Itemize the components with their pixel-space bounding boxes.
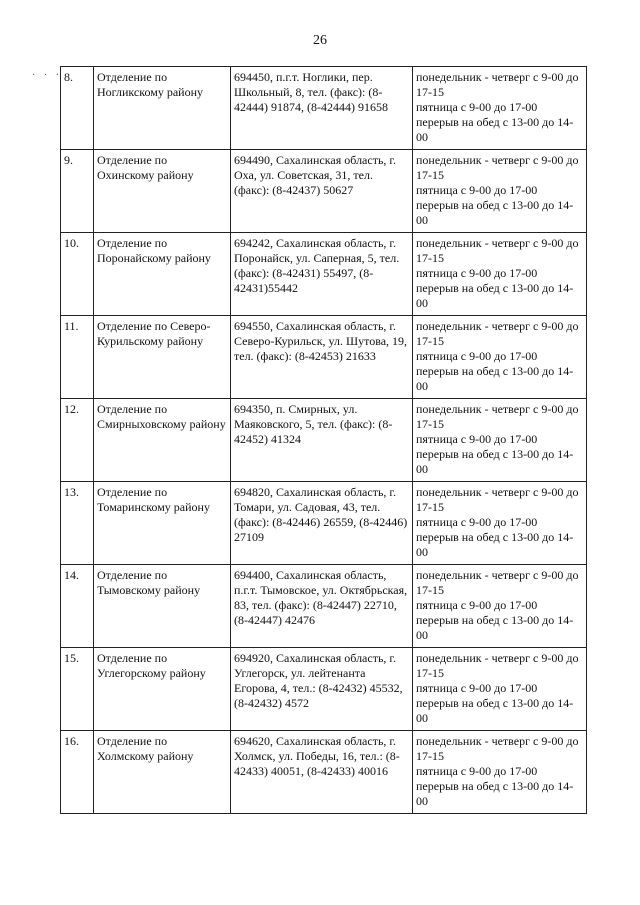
- offices-table-body: [61, 67, 587, 814]
- office-address: 694550, Сахалинская область, г. Северо-Курильск, ул. Шутова, 19, тел. (факс): (8-42453) 21633: [231, 316, 413, 399]
- hours-line: пятница с 9-00 до 17-00: [416, 764, 538, 778]
- hours-line: понедельник - четверг с 9-00 до 17-15: [416, 651, 579, 680]
- row-number: 15.: [61, 648, 94, 731]
- office-hours: [413, 565, 587, 648]
- row-number: 9.: [61, 150, 94, 233]
- office-address: 694400, Сахалинская область, п.г.т. Тымовское, ул. Октябрьская, 83, тел. (факс): (8-42447) 22710, (8-42447) 42476: [231, 565, 413, 648]
- office-name: Отделение по Томаринскому району: [94, 482, 231, 565]
- office-address: 694242, Сахалинская область, г. Поронайск, ул. Саперная, 5, тел. (факс): (8-42431) 55497, (8-42431)55442: [231, 233, 413, 316]
- row-number: 16.: [61, 731, 94, 814]
- table-row: [61, 233, 587, 316]
- hours-line: перерыв на обед с 13-00 до 14-00: [416, 447, 574, 476]
- office-hours: [413, 67, 587, 150]
- office-name: Отделение по Смирныховскому району: [94, 399, 231, 482]
- hours-line: пятница с 9-00 до 17-00: [416, 100, 538, 114]
- row-number: 8.: [61, 67, 94, 150]
- hours-line: понедельник - четверг с 9-00 до 17-15: [416, 153, 579, 182]
- office-address: 694450, п.г.т. Ноглики, пер. Школьный, 8, тел. (факс): (8-42444) 91874, (8-42444) 91658: [231, 67, 413, 150]
- office-name: Отделение по Поронайскому району: [94, 233, 231, 316]
- row-number: 14.: [61, 565, 94, 648]
- hours-line: пятница с 9-00 до 17-00: [416, 515, 538, 529]
- hours-line: понедельник - четверг с 9-00 до 17-15: [416, 568, 579, 597]
- office-name: Отделение по Охинскому району: [94, 150, 231, 233]
- hours-line: пятница с 9-00 до 17-00: [416, 681, 538, 695]
- office-hours: [413, 731, 587, 814]
- office-address: 694920, Сахалинская область, г. Углегорск, ул. лейтенанта Егорова, 4, тел.: (8-42432) 45532, (8-42432) 4572: [231, 648, 413, 731]
- hours-line: перерыв на обед с 13-00 до 14-00: [416, 696, 574, 725]
- office-hours: [413, 648, 587, 731]
- table-row: [61, 150, 587, 233]
- table-row: [61, 316, 587, 399]
- hours-line: перерыв на обед с 13-00 до 14-00: [416, 530, 574, 559]
- hours-line: понедельник - четверг с 9-00 до 17-15: [416, 734, 579, 763]
- hours-line: перерыв на обед с 13-00 до 14-00: [416, 364, 574, 393]
- row-number: 13.: [61, 482, 94, 565]
- table-row: [61, 731, 587, 814]
- hours-line: понедельник - четверг с 9-00 до 17-15: [416, 485, 579, 514]
- hours-line: понедельник - четверг с 9-00 до 17-15: [416, 319, 579, 348]
- office-name: Отделение по Ногликскому району: [94, 67, 231, 150]
- office-address: 694490, Сахалинская область, г. Оха, ул. Советская, 31, тел. (факс): (8-42437) 50627: [231, 150, 413, 233]
- row-number: 12.: [61, 399, 94, 482]
- office-hours: [413, 233, 587, 316]
- table-row: [61, 482, 587, 565]
- table-row: [61, 648, 587, 731]
- scan-margin-marks: · · ·: [32, 70, 62, 81]
- table-row: [61, 67, 587, 150]
- table-row: [61, 565, 587, 648]
- office-address: 694820, Сахалинская область, г. Томари, ул. Садовая, 43, тел. (факс): (8-42446) 26559, (8-42446) 27109: [231, 482, 413, 565]
- office-hours: [413, 150, 587, 233]
- hours-line: понедельник - четверг с 9-00 до 17-15: [416, 70, 579, 99]
- hours-line: перерыв на обед с 13-00 до 14-00: [416, 613, 574, 642]
- office-name: Отделение по Углегорскому району: [94, 648, 231, 731]
- hours-line: пятница с 9-00 до 17-00: [416, 598, 538, 612]
- hours-line: пятница с 9-00 до 17-00: [416, 183, 538, 197]
- row-number: 11.: [61, 316, 94, 399]
- hours-line: перерыв на обед с 13-00 до 14-00: [416, 779, 574, 808]
- hours-line: понедельник - четверг с 9-00 до 17-15: [416, 402, 579, 431]
- offices-table: [60, 66, 587, 814]
- page-number: 26: [313, 33, 327, 48]
- hours-line: пятница с 9-00 до 17-00: [416, 432, 538, 446]
- row-number: 10.: [61, 233, 94, 316]
- office-address: 694620, Сахалинская область, г. Холмск, ул. Победы, 16, тел.: (8-42433) 40051, (8-42433) 40016: [231, 731, 413, 814]
- hours-line: пятница с 9-00 до 17-00: [416, 349, 538, 363]
- office-name: Отделение по Холмскому району: [94, 731, 231, 814]
- office-hours: [413, 316, 587, 399]
- hours-line: перерыв на обед с 13-00 до 14-00: [416, 281, 574, 310]
- office-name: Отделение по Северо-Курильскому району: [94, 316, 231, 399]
- hours-line: перерыв на обед с 13-00 до 14-00: [416, 198, 574, 227]
- office-hours: [413, 399, 587, 482]
- hours-line: перерыв на обед с 13-00 до 14-00: [416, 115, 574, 144]
- office-name: Отделение по Тымовскому району: [94, 565, 231, 648]
- office-hours: [413, 482, 587, 565]
- hours-line: понедельник - четверг с 9-00 до 17-15: [416, 236, 579, 265]
- office-address: 694350, п. Смирных, ул. Маяковского, 5, тел. (факс): (8-42452) 41324: [231, 399, 413, 482]
- hours-line: пятница с 9-00 до 17-00: [416, 266, 538, 280]
- table-row: [61, 399, 587, 482]
